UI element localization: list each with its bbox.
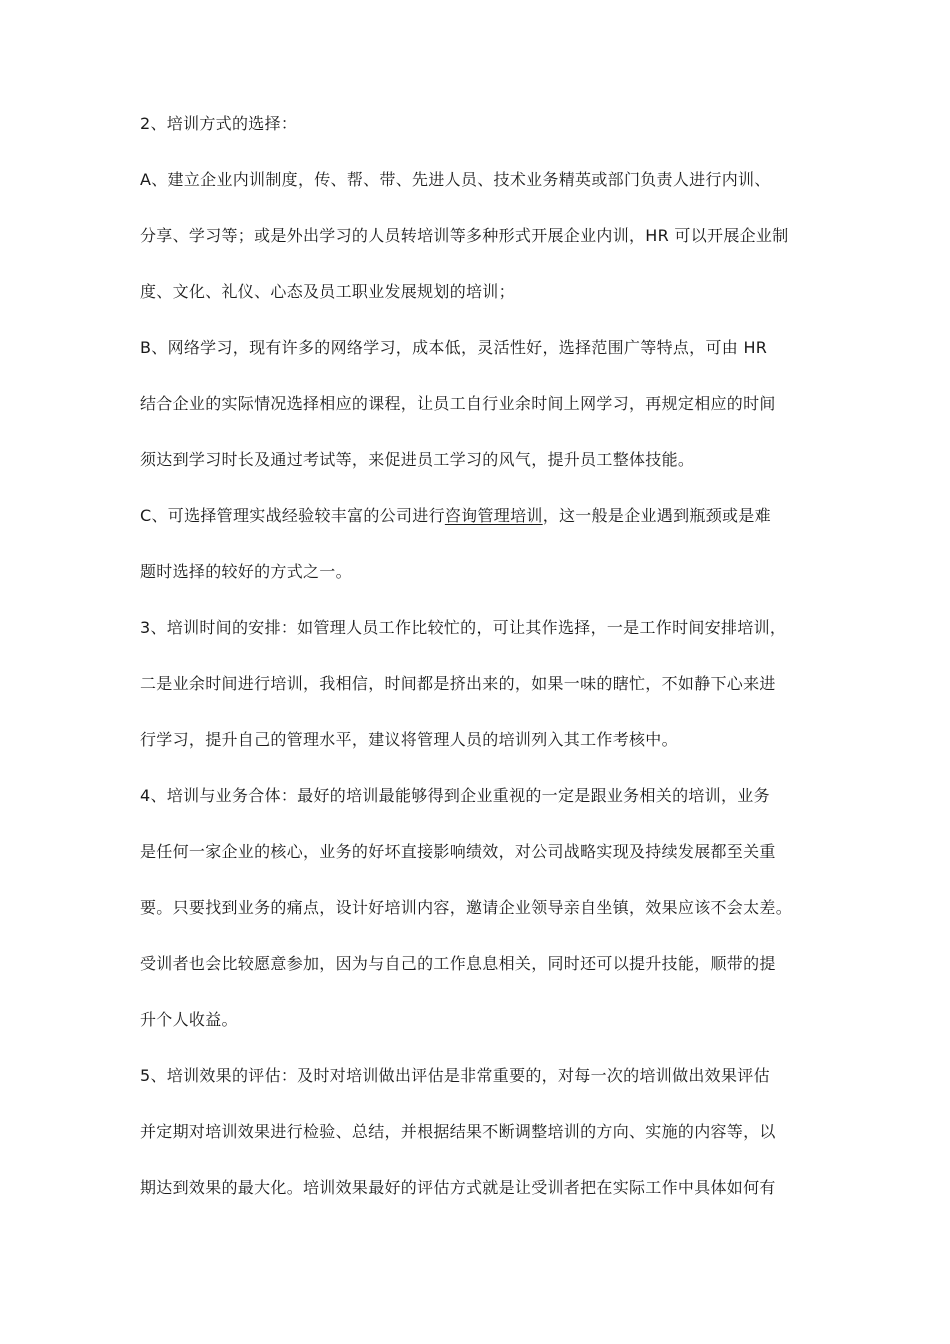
text-segment: ，这一般是企业遇到瓶颈或是难 — [542, 506, 771, 525]
text-line: 5、培训效果的评估：及时对培训做出评估是非常重要的，对每一次的培训做出效果评估 — [140, 1066, 770, 1085]
text-line: 要。只要找到业务的痛点，设计好培训内容，邀请企业领导亲自坐镇，效果应该不会太差。 — [140, 898, 793, 917]
paragraph-item-b — [140, 336, 820, 472]
text-line: 2、培训方式的选择： — [140, 114, 298, 133]
consulting-training-link[interactable]: 咨询管理培训 — [444, 506, 543, 525]
text-line: 并定期对培训效果进行检验、总结，并根据结果不断调整培训的方向、实施的内容等，以 — [140, 1122, 776, 1141]
text-line: A、建立企业内训制度，传、帮、带、先进人员、技术业务精英或部门负责人进行内训、 — [140, 170, 771, 189]
paragraph-item-c — [140, 504, 820, 584]
text-line: 结合企业的实际情况选择相应的课程，让员工自行业余时间上网学习，再规定相应的时间 — [140, 394, 776, 413]
paragraph-section-4 — [140, 784, 820, 1032]
text-line: 行学习，提升自己的管理水平，建议将管理人员的培训列入其工作考核中。 — [140, 730, 678, 749]
text-line: 期达到效果的最大化。培训效果最好的评估方式就是让受训者把在实际工作中具体如何有 — [140, 1178, 776, 1197]
text-segment: C、可选择管理实战经验较丰富的公司进行 — [140, 506, 445, 525]
text-line: 二是业余时间进行培训，我相信，时间都是挤出来的，如果一味的瞎忙，不如静下心来进 — [140, 674, 776, 693]
text-line: 4、培训与业务合体：最好的培训最能够得到企业重视的一定是跟业务相关的培训，业务 — [140, 786, 770, 805]
paragraph-item-a — [140, 168, 820, 304]
document-page — [140, 112, 820, 1200]
text-line: 题时选择的较好的方式之一。 — [140, 562, 352, 581]
text-line: 是任何一家企业的核心，业务的好坏直接影响绩效，对公司战略实现及持续发展都至关重 — [140, 842, 776, 861]
text-line: 须达到学习时长及通过考试等，来促进员工学习的风气，提升员工整体技能。 — [140, 450, 695, 469]
text-line: B、网络学习，现有许多的网络学习，成本低，灵活性好，选择范围广等特点，可由 HR — [140, 338, 768, 357]
text-line: 升个人收益。 — [140, 1010, 238, 1029]
paragraph-section-5 — [140, 1064, 820, 1200]
text-line: 分享、学习等；或是外出学习的人员转培训等多种形式开展企业内训，HR 可以开展企业制 — [140, 226, 789, 245]
paragraph-section-2 — [140, 112, 820, 136]
text-line: 3、培训时间的安排：如管理人员工作比较忙的，可让其作选择，一是工作时间安排培训， — [140, 618, 787, 637]
paragraph-section-3 — [140, 616, 820, 752]
text-line: 度、文化、礼仪、心态及员工职业发展规划的培训； — [140, 282, 515, 301]
text-line: 受训者也会比较愿意参加，因为与自己的工作息息相关，同时还可以提升技能，顺带的提 — [140, 954, 776, 973]
text-line — [140, 504, 820, 528]
